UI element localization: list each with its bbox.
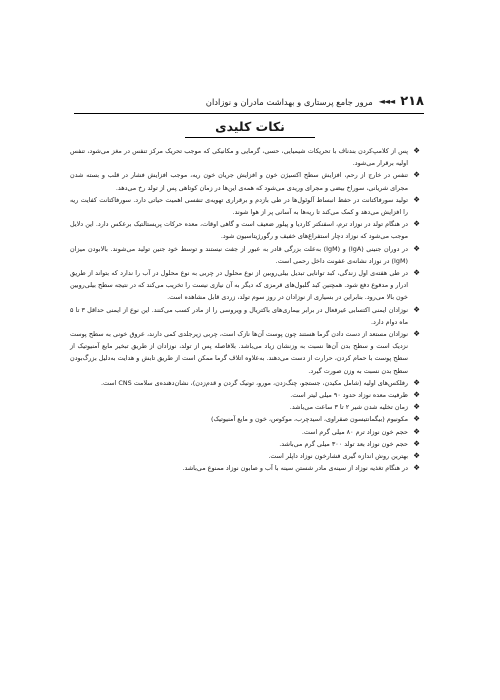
list-item (70, 377, 420, 389)
list-item-text: پس از کلامپ‌کردن بندناف با تحریکات شیمیایی، حسی، گرمایی و مکانیکی که موجب تحریک مرکز تنفس در مغز می‌شود، تنفس اولیه برقرار می‌شود. (70, 147, 408, 168)
list-item (70, 413, 420, 425)
list-item-text: نوزادان ایمنی اکتسابی غیرفعال در برابر بیماری‌های باکتریال و ویروسی را از مادر کسب می‌کنند. این نوع از ایمنی حداقل ۳ تا ۵ ماه دوام دارد. (70, 305, 408, 326)
key-points-list (70, 145, 420, 474)
list-item (70, 462, 420, 474)
list-item-text: در هنگام تولد در نوزاد ترم، اسفنکتر کاردیا و پیلور ضعیف است و گاهی اوقات، معده حرکات پریستالتیک برعکس دارد. این دلایل موجب می‌شود که نوزاد دچار استفراغ‌های خفیف و رگورژیتاسیون شود. (70, 220, 408, 241)
diamond-bullet-icon: ❖ (413, 402, 420, 412)
diamond-bullet-icon: ❖ (413, 243, 420, 253)
header-rule (74, 113, 424, 114)
list-item-text: ظرفیت معده نوزاد حدود ۹۰ میلی لیتر است. (290, 391, 408, 400)
diamond-bullet-icon: ❖ (413, 219, 420, 229)
diamond-bullet-icon: ❖ (413, 463, 420, 473)
section-title: نکات کلیدی (215, 119, 285, 134)
list-item (70, 243, 420, 267)
diamond-bullet-icon: ❖ (413, 438, 420, 448)
list-item (70, 304, 420, 328)
diamond-bullet-icon: ❖ (413, 390, 420, 400)
diamond-bullet-icon: ❖ (413, 414, 420, 424)
diamond-bullet-icon: ❖ (413, 426, 420, 436)
list-item-text: زمان تخلیه شدن شیر ۲ تا ۳ ساعت می‌باشد. (289, 403, 408, 412)
list-item (70, 401, 420, 413)
diamond-bullet-icon: ❖ (413, 451, 420, 461)
running-title: مرور جامع پرستاری و بهداشت مادران و نوزادان (205, 97, 373, 107)
diamond-bullet-icon: ❖ (413, 194, 420, 204)
header-arrows-icon: ◄◄◄ (378, 97, 395, 106)
diamond-bullet-icon: ❖ (413, 170, 420, 180)
list-item (70, 267, 420, 304)
list-item (70, 194, 420, 218)
list-item-text: حجم خون نوزاد ترم ۸۰ میلی گرم است. (301, 427, 408, 436)
list-item-text: بهترین روش اندازه گیری فشارخون نوزاد داپلر است. (268, 452, 408, 461)
list-item-text: نوزادان مستعد از دست دادن گرما هستند چون پوست آن‌ها نازک است، چربی زیرجلدی کمی دارند، عروق خونی به سطح پوست نزدیک است و سطح بدن آن‌ها نسبت به وزنشان زیاد می‌باشد. بلافاصله پس از تولد، نوزادان از طریق تبخیر مایع آمنیوتیک از سطح پوست با حمام کردن، حرارت از دست می‌دهند. به‌علاوه اتلاف گرما ممکن است از طریق تابش و هدایت به‌دلیل بزرگ‌بودن سطح بدن نسبت به وزن صورت گیرد. (70, 330, 408, 375)
list-item (70, 450, 420, 462)
list-item-text: تنفس در خارج از رحم، افزایش سطح اکسیژن خون و افزایش جریان خون ریه، موجب افزایش فشار در قلب و بسته شدن مجرای شریانی، سوراخ بیضی و مجرای وریدی می‌شود که همه‌ی این‌ها در زمان کوتاهی پس از تولد رخ می‌دهد. (70, 171, 408, 192)
list-item (70, 145, 420, 169)
list-item-text: رفلکس‌های اولیه (شامل مکیدن، جستجو، چنگ‌زدن، مورو، تونیک گردن و قدم‌زدن)، نشان‌دهنده‌ی سلامت CNS است. (100, 378, 408, 387)
list-item-text: در طی هفته‌ی اول زندگی، کبد توانایی تبدیل بیلی‌روبین از نوع محلول در چربی به نوع محلول در آب را ندارد که بتواند از طریق ادرار و مدفوع دفع شود. همچنین کبد گلبول‌های قرمزی که دیگر به آن نیازی نیست را تخریب می‌کند که در نتیجه سطح بیلی‌روبین خون بالا می‌رود. بنابراین در بسیاری از نوزادان در روز سوم تولد، زردی قابل مشاهده است. (70, 269, 408, 302)
list-item-text: در هنگام تغذیه نوزاد از سینه‌ی مادر شستن سینه با آب و صابون نوزاد ممنوع می‌باشد. (182, 464, 408, 473)
diamond-bullet-icon: ❖ (413, 329, 420, 339)
section-title-underline (185, 137, 315, 138)
list-item (70, 218, 420, 242)
list-item (70, 169, 420, 193)
list-item (70, 328, 420, 377)
list-item (70, 426, 420, 438)
list-item (70, 438, 420, 450)
list-item-text: تولید سورفاکتانت در حفظ انبساط آلوئول‌ها در طی بازدم و برقراری تهویه‌ی تنفسی اهمیت حیاتی دارد. سورفاکتانت کفایت ریه را افزایش می‌دهد و کمک می‌کند تا ریه‌ها به آسانی پر از هوا شوند. (70, 195, 408, 217)
running-header (74, 90, 424, 110)
diamond-bullet-icon: ❖ (413, 304, 420, 314)
diamond-bullet-icon: ❖ (413, 377, 420, 387)
diamond-bullet-icon: ❖ (413, 146, 420, 155)
list-item-text: مکونیوم (بیگمانتیسون صفراوی، اسیدچرب، موکوس، خون و مایع آمنیوتیک) (210, 415, 408, 424)
list-item-text: در دوران جنینی (IgA) و (IgM) به‌علت بزرگی قادر به عبور از جفت نیستند و توسط خود جنین تولید می‌شوند. بالابودن میزان (IgM) در نوزاد نشانه‌ی عفونت داخل رحمی است. (70, 244, 408, 265)
diamond-bullet-icon: ❖ (413, 268, 420, 278)
list-item-text: حجم خون نوزاد بعد تولد ۳۰۰ میلی گرم می‌باشد. (279, 439, 408, 448)
list-item (70, 389, 420, 401)
page-number: ۲۱۸ (400, 94, 424, 109)
